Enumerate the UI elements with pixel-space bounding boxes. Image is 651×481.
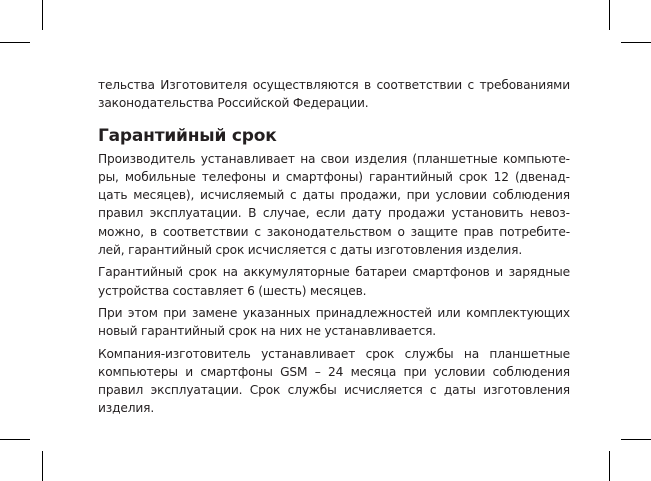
crop-mark-top-right-horizontal	[621, 42, 651, 43]
crop-mark-bottom-right-vertical	[609, 451, 610, 481]
paragraph-battery-warranty	[98, 263, 570, 300]
crop-mark-bottom-left-horizontal	[0, 439, 30, 440]
text-line: можно, в соответствии с законодательством о защите прав потребите-	[98, 224, 570, 239]
text-line: новый гарантийный срок на них не устанавливается.	[98, 324, 437, 339]
section-heading: Гарантийный срок	[98, 125, 277, 146]
text-line: компьютеры и смартфоны GSM – 24 месяца при условии соблюдения	[98, 364, 570, 379]
text-line: изделия.	[98, 401, 155, 416]
paragraph-warranty-period	[98, 150, 570, 260]
paragraph-service-life	[98, 345, 570, 418]
text-line: правил эксплуатации. Срок службы исчисляется с даты изготовления	[98, 383, 570, 398]
crop-mark-bottom-right-horizontal	[621, 439, 651, 440]
paragraph-replacement	[98, 304, 570, 341]
text-line: цать месяцев), исчисляемый с даты продажи, при условии соблюдения	[98, 188, 570, 203]
text-line: лей, гарантийный срок исчисляется с даты изготовления изделия.	[98, 243, 523, 258]
text-line: законодательства Российской Федерации.	[98, 96, 369, 111]
crop-mark-bottom-left-vertical	[42, 451, 43, 481]
crop-mark-top-right-vertical	[609, 0, 610, 30]
crop-mark-top-left-vertical	[42, 0, 43, 30]
crop-mark-top-left-horizontal	[0, 42, 30, 43]
text-line: Гарантийный срок на аккумуляторные батареи смартфонов и зарядные	[98, 265, 570, 280]
text-line: правил эксплуатации. В случае, если дату продажи установить невоз-	[98, 206, 570, 221]
text-line: ры, мобильные телефоны и смартфоны) гарантийный срок 12 (двенад-	[98, 169, 570, 184]
text-line: Компания-изготовитель устанавливает срок службы на планшетные	[98, 346, 570, 361]
text-line: устройства составляет 6 (шесть) месяцев.	[98, 283, 367, 298]
text-line: тельства Изготовителя осуществляются в соответствии с требованиями	[98, 78, 570, 92]
text-line: При этом при замене указанных принадлежностей или комплектующих	[98, 305, 570, 320]
document-body	[98, 76, 570, 419]
text-line: Производитель устанавливает на свои изделия (планшетные компьюте-	[98, 151, 570, 166]
intro-paragraph	[98, 76, 570, 113]
